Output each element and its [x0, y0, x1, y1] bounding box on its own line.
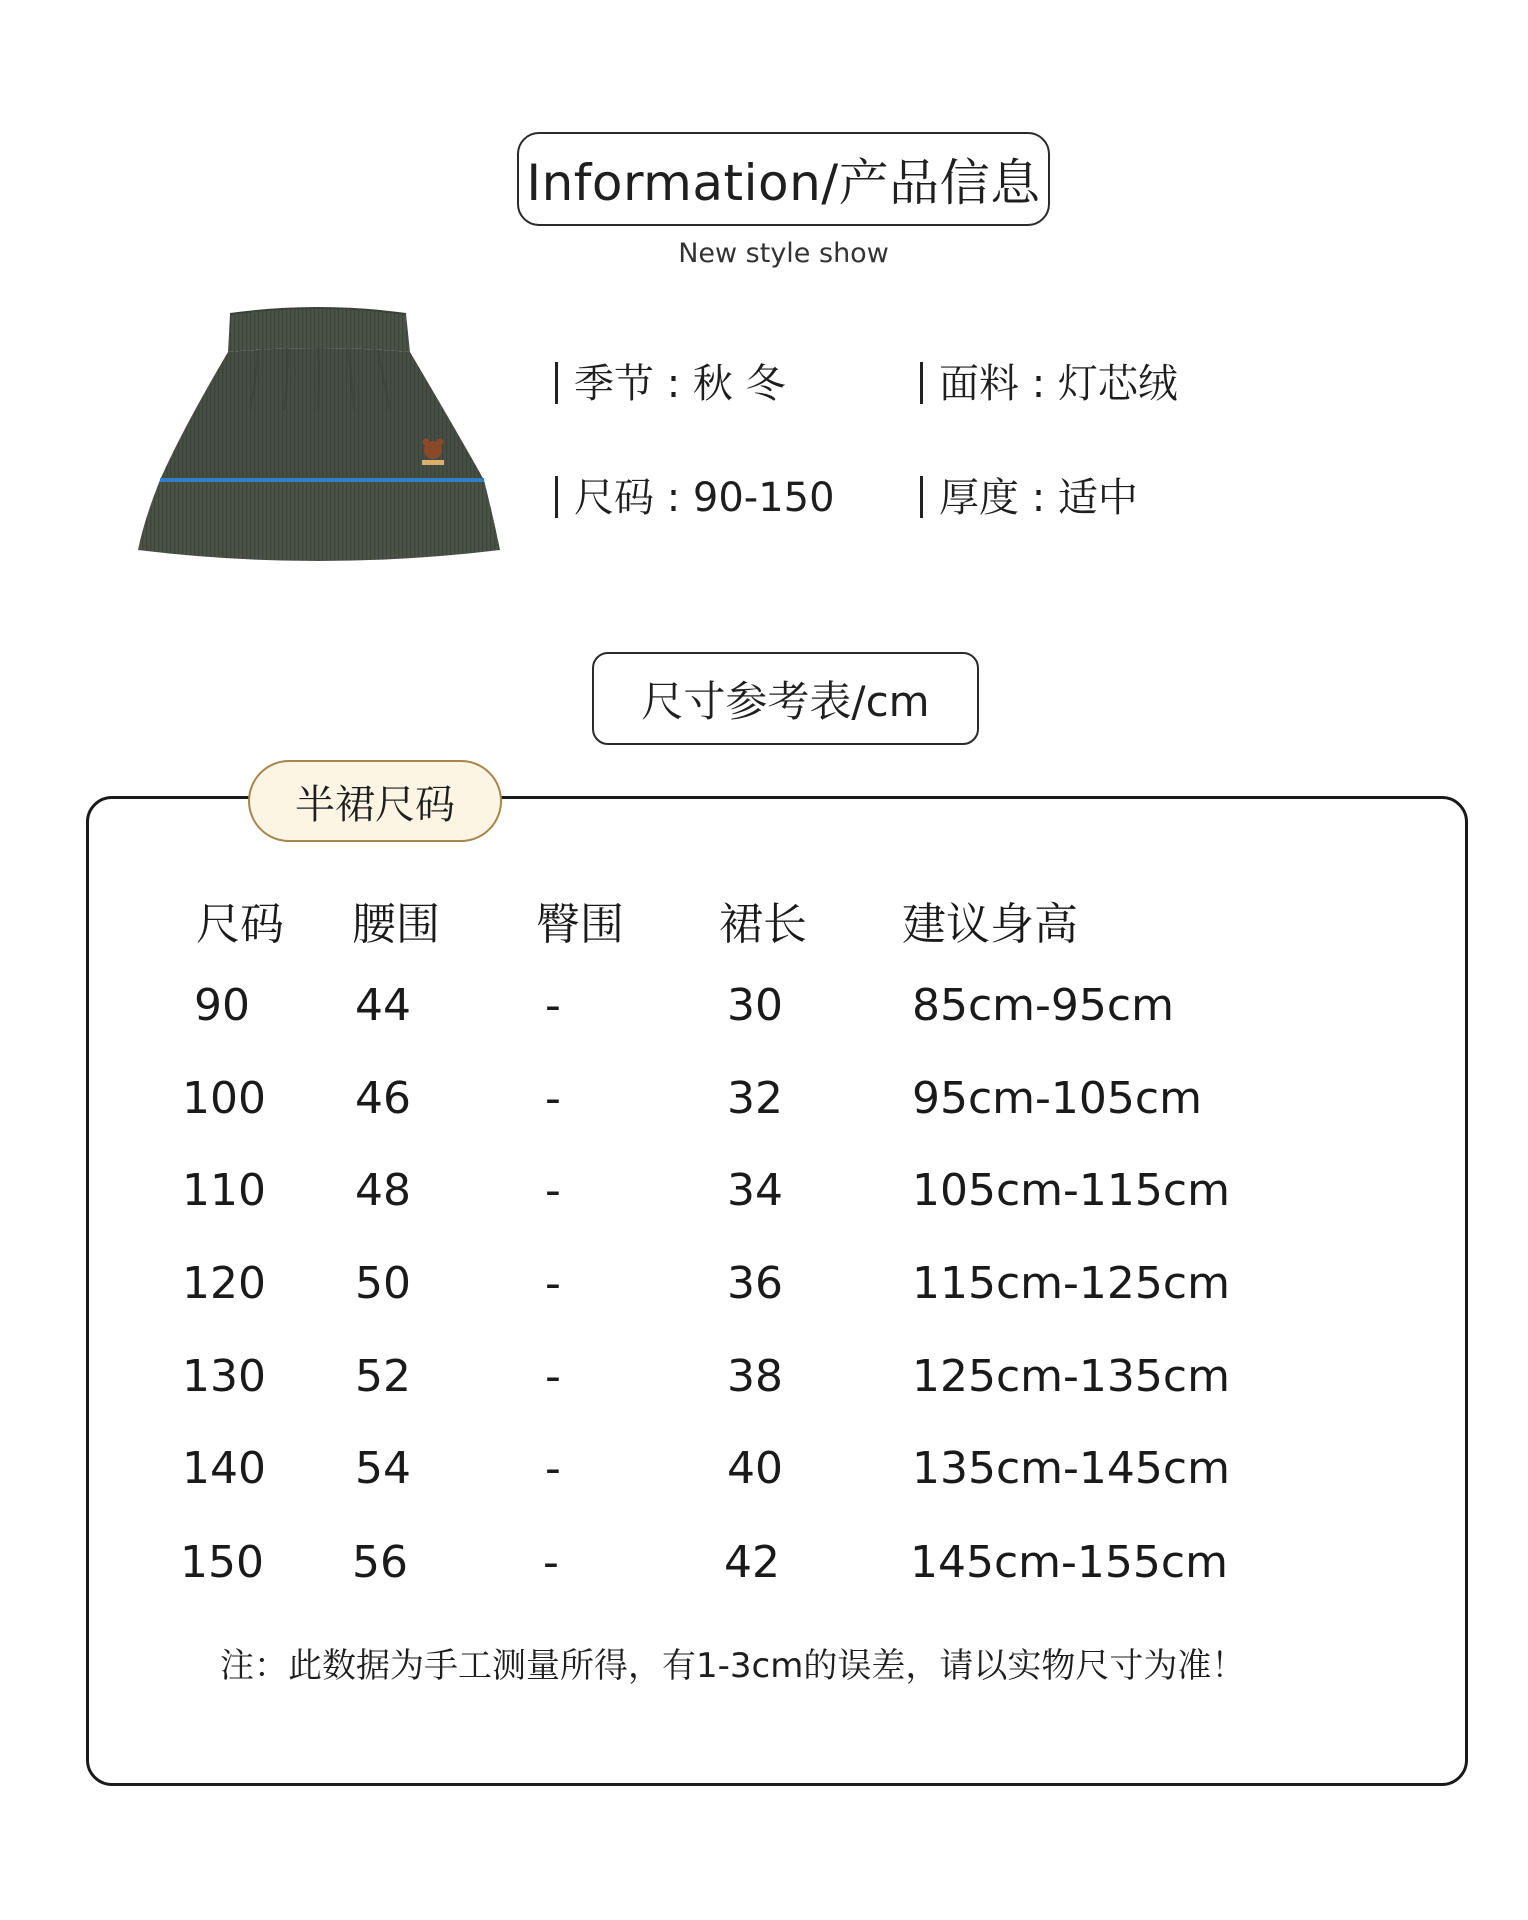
table-cell: 30	[727, 980, 783, 1031]
column-header: 裙长	[719, 899, 807, 950]
table-cell: 135cm-145cm	[912, 1443, 1230, 1494]
column-header: 腰围	[352, 899, 440, 950]
table-cell: 42	[724, 1537, 780, 1588]
table-cell: 54	[355, 1443, 411, 1494]
table-cell: -	[545, 1443, 561, 1494]
corduroy-skirt-photo	[138, 300, 500, 572]
table-cell: 120	[182, 1258, 266, 1309]
column-header: 尺码	[196, 899, 284, 950]
info-title-box	[517, 132, 1050, 226]
table-cell: 95cm-105cm	[912, 1073, 1202, 1124]
table-cell: 56	[352, 1537, 408, 1588]
table-cell: -	[545, 980, 561, 1031]
size-chart-title: 尺寸参考表/cm	[641, 676, 930, 726]
column-header: 建议身高	[902, 899, 1078, 950]
spec-divider	[920, 476, 923, 518]
table-cell: 110	[182, 1165, 266, 1216]
table-cell: 46	[355, 1073, 411, 1124]
info-subtitle: New style show	[678, 238, 889, 269]
table-cell: -	[545, 1351, 561, 1402]
table-cell: 140	[182, 1443, 266, 1494]
spec-fabric: 面料 : 灯芯绒	[920, 352, 1178, 409]
spec-size: 尺码 : 90-150	[555, 466, 835, 523]
table-cell: -	[543, 1537, 559, 1588]
table-cell: 105cm-115cm	[912, 1165, 1230, 1216]
table-cell: -	[545, 1165, 561, 1216]
table-cell: 130	[182, 1351, 266, 1402]
table-cell: 90	[194, 980, 250, 1031]
table-cell: 48	[355, 1165, 411, 1216]
bear-embroidery-icon	[422, 439, 444, 466]
section-label: 半裙尺码	[295, 781, 455, 828]
column-header: 臀围	[536, 899, 624, 950]
spec-divider	[920, 362, 923, 404]
table-cell: -	[545, 1073, 561, 1124]
table-cell: 100	[182, 1073, 266, 1124]
spec-divider	[555, 362, 558, 404]
table-cell: 145cm-155cm	[910, 1537, 1228, 1588]
table-cell: 52	[355, 1351, 411, 1402]
table-cell: 85cm-95cm	[912, 980, 1174, 1031]
table-cell: 44	[355, 980, 411, 1031]
spec-season: 季节 : 秋 冬	[555, 352, 786, 409]
spec-divider	[555, 476, 558, 518]
table-cell: 50	[355, 1258, 411, 1309]
spec-thickness: 厚度 : 适中	[920, 466, 1138, 523]
measurement-note: 注：此数据为手工测量所得，有1-3cm的误差，请以实物尺寸为准！	[220, 1646, 1246, 1686]
table-cell: 34	[727, 1165, 783, 1216]
table-cell: 150	[180, 1537, 264, 1588]
size-chart-title-box	[592, 652, 979, 745]
table-cell: 38	[727, 1351, 783, 1402]
section-label-pill	[248, 760, 502, 842]
table-cell: 40	[727, 1443, 783, 1494]
table-cell: 115cm-125cm	[912, 1258, 1230, 1309]
table-cell: -	[545, 1258, 561, 1309]
table-cell: 125cm-135cm	[912, 1351, 1230, 1402]
table-cell: 36	[727, 1258, 783, 1309]
info-title: Information/产品信息	[526, 154, 1041, 212]
table-cell: 32	[727, 1073, 783, 1124]
